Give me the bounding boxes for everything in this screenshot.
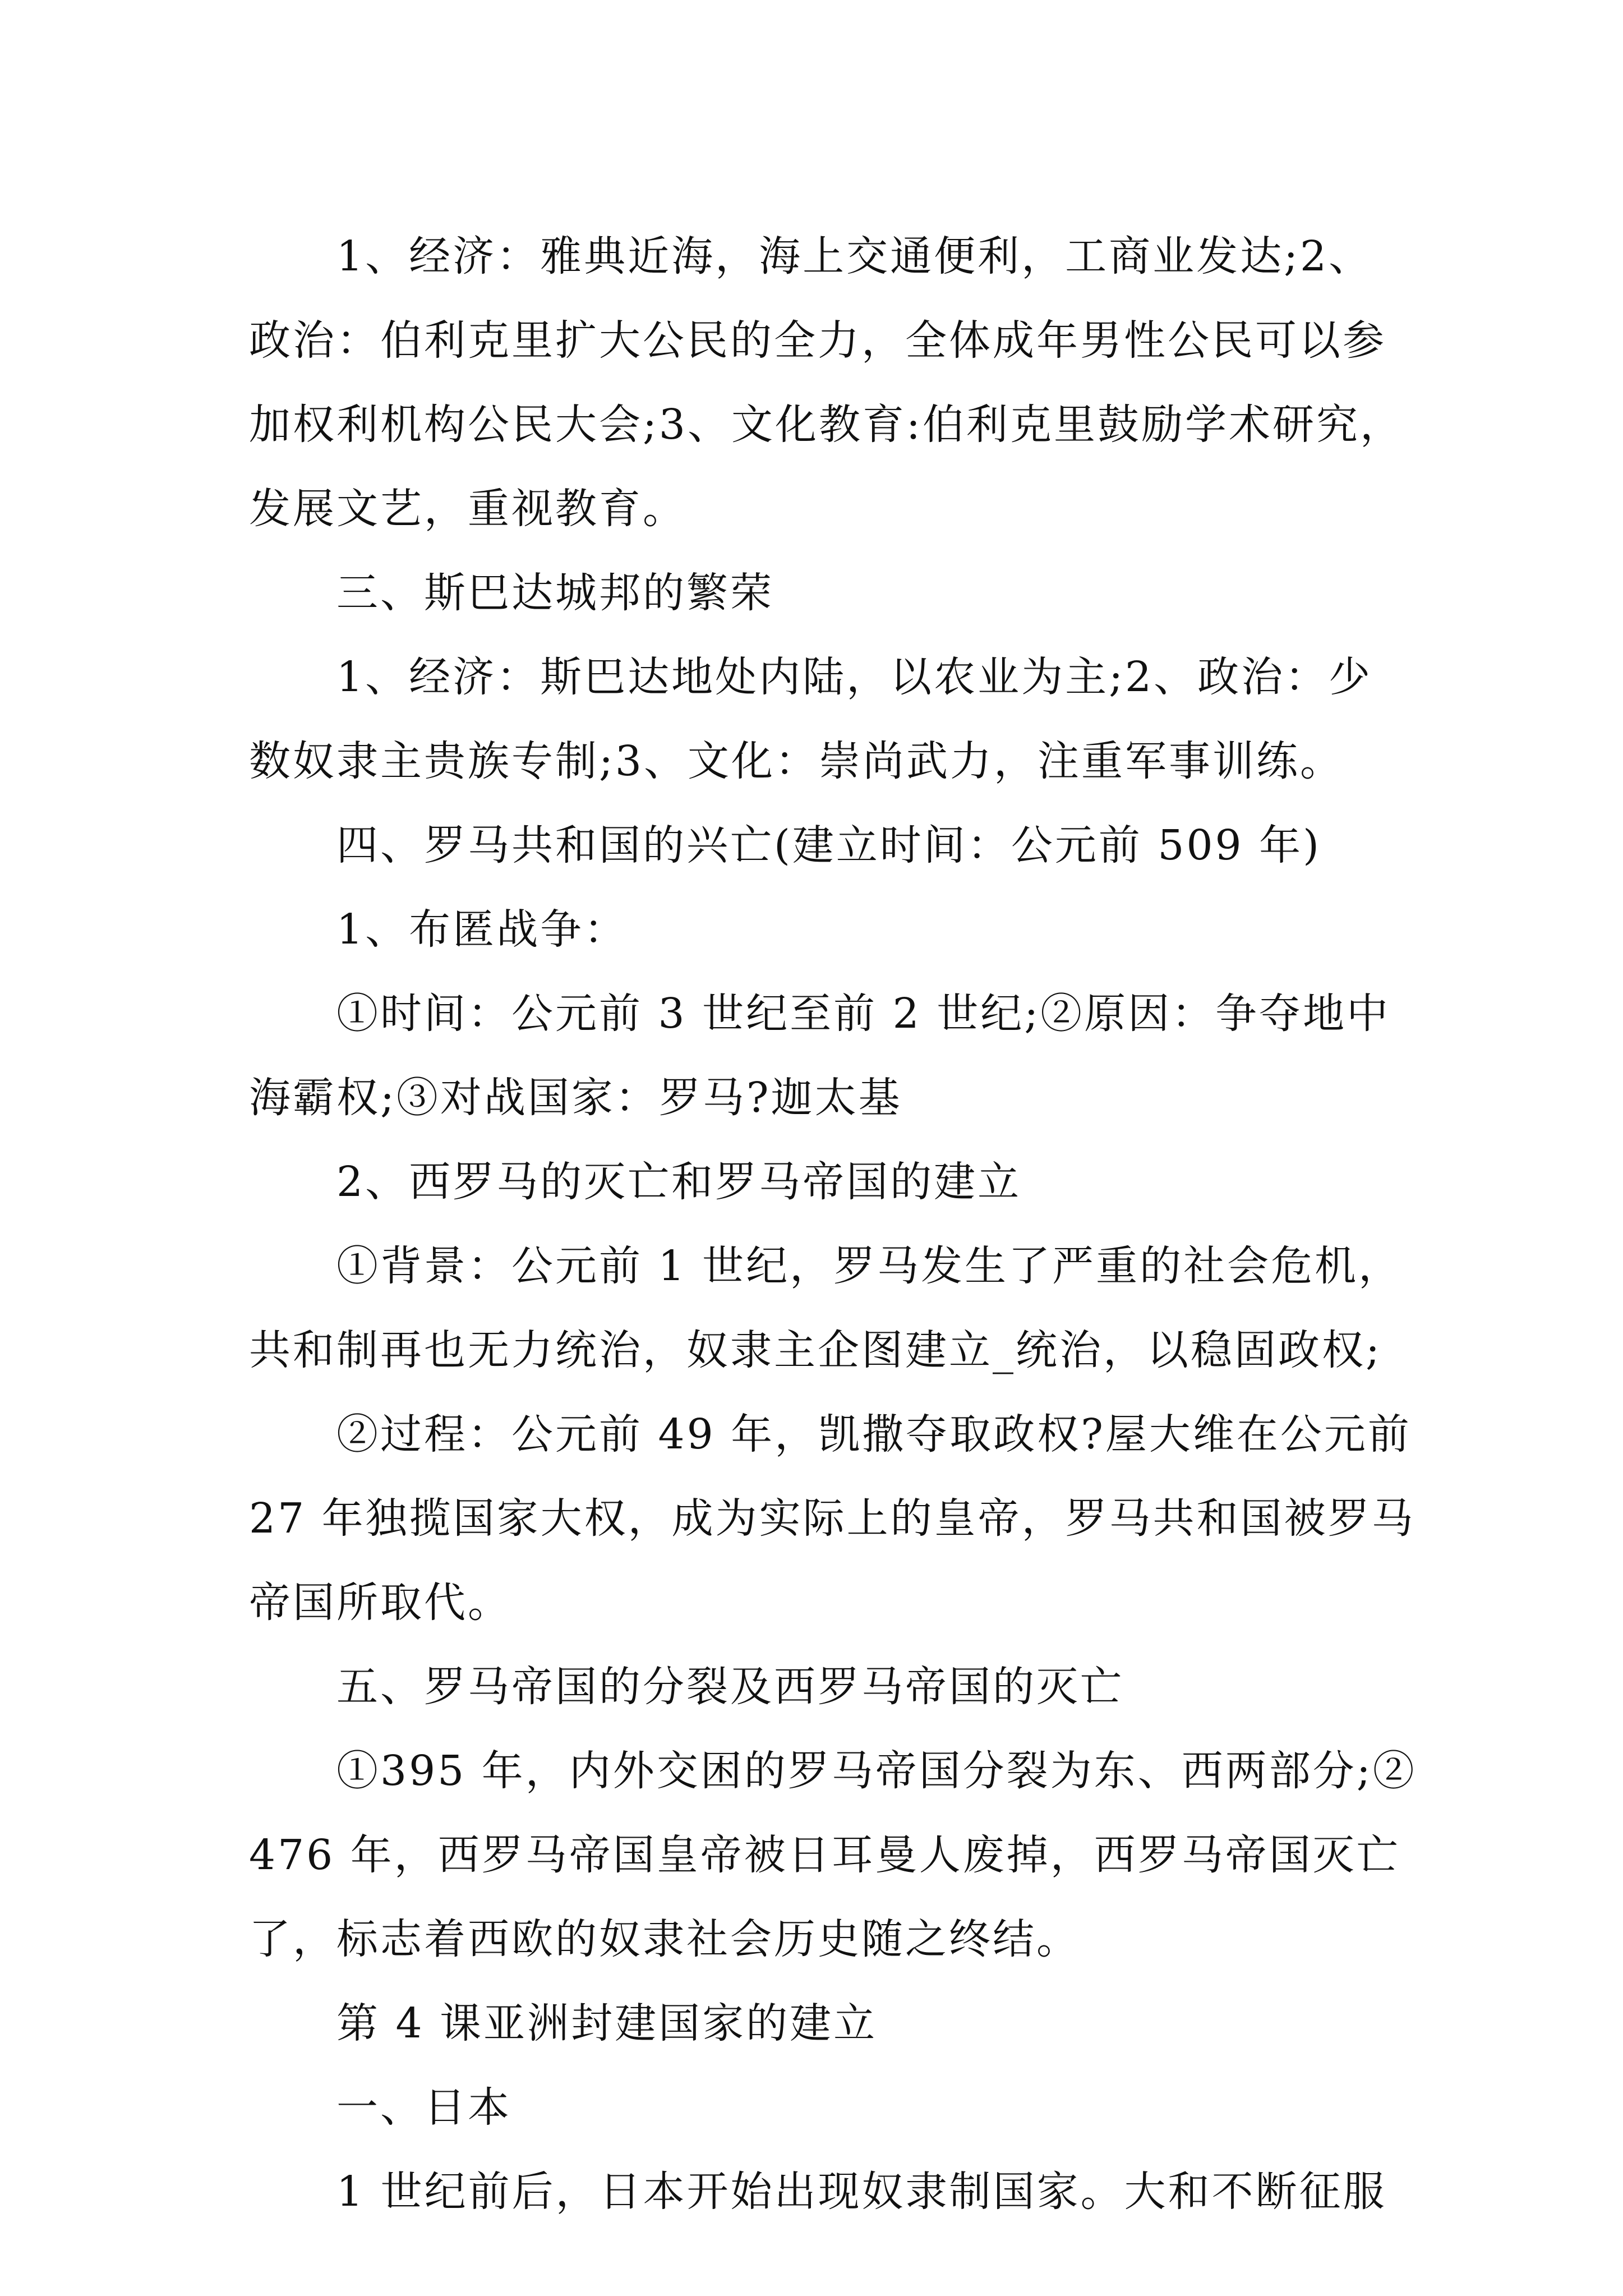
text-line: ②过程：公元前 49 年，凯撒夺取政权?屋大维在公元前 [336, 1410, 1412, 1458]
paragraph [249, 635, 1387, 803]
text-line: 1、布匿战争： [336, 905, 628, 954]
text-line: ①395 年，内外交困的罗马帝国分裂为东、西两部分;② [336, 1747, 1417, 1795]
text-line: 了，标志着西欧的奴隶社会历史随之终结。 [249, 1915, 1080, 1963]
paragraph [249, 803, 1387, 887]
text-line: 四、罗马共和国的兴亡(建立时间：公元前 509 年) [336, 821, 1322, 869]
paragraph [249, 214, 1404, 551]
text-line: 27 年独揽国家大权，成为实际上的皇帝，罗马共和国被罗马 [249, 1494, 1415, 1543]
paragraph [249, 2150, 1387, 2234]
paragraph [249, 887, 1387, 972]
paragraph [249, 1140, 1387, 1224]
text-line: 三、斯巴达城邦的繁荣 [336, 569, 774, 617]
text-line: 2、西罗马的灭亡和罗马帝国的建立 [336, 1158, 1022, 1206]
text-line: 海霸权;③对战国家：罗马?迦太基 [249, 1074, 902, 1122]
paragraph [249, 1981, 1387, 2065]
text-line: 1 世纪前后，日本开始出现奴隶制国家。大和不断征服 [336, 2168, 1387, 2216]
paragraph [249, 1645, 1387, 1729]
text-line: 数奴隶主贵族专制;3、文化：崇尚武力，注重军事训练。 [249, 737, 1344, 785]
text-line: 五、罗马帝国的分裂及西罗马帝国的灭亡 [336, 1663, 1124, 1711]
paragraph [249, 551, 1387, 635]
text-line: 1、经济：斯巴达地处内陆，以农业为主;2、政治：少 [336, 653, 1373, 701]
text-line: 1、经济：雅典近海，海上交通便利，工商业发达;2、 [336, 232, 1373, 280]
text-line: 一、日本 [336, 2083, 511, 2132]
text-line: ①背景：公元前 1 世纪，罗马发生了严重的社会危机， [336, 1242, 1403, 1290]
text-line: 476 年，西罗马帝国皇帝被日耳曼人废掉，西罗马帝国灭亡 [249, 1831, 1400, 1879]
paragraph [249, 972, 1391, 1140]
document-body [249, 214, 1417, 2234]
text-line: 发展文艺，重视教育。 [249, 485, 686, 533]
text-line: 加权利机构公民大会;3、文化教育:伯利克里鼓励学术研究， [249, 401, 1404, 449]
text-line: 共和制再也无力统治，奴隶主企图建立_统治，以稳固政权; [249, 1326, 1382, 1374]
paragraph [249, 1729, 1417, 1981]
text-line: ①时间：公元前 3 世纪至前 2 世纪;②原因：争夺地中 [336, 990, 1391, 1038]
text-line: 政治：伯利克里扩大公民的全力，全体成年男性公民可以参 [249, 316, 1386, 365]
paragraph [249, 1392, 1415, 1645]
paragraph [249, 2065, 1387, 2150]
paragraph [249, 1224, 1403, 1392]
text-line: 帝国所取代。 [249, 1579, 511, 1627]
text-line: 第 4 课亚洲封建国家的建立 [336, 1999, 878, 2047]
